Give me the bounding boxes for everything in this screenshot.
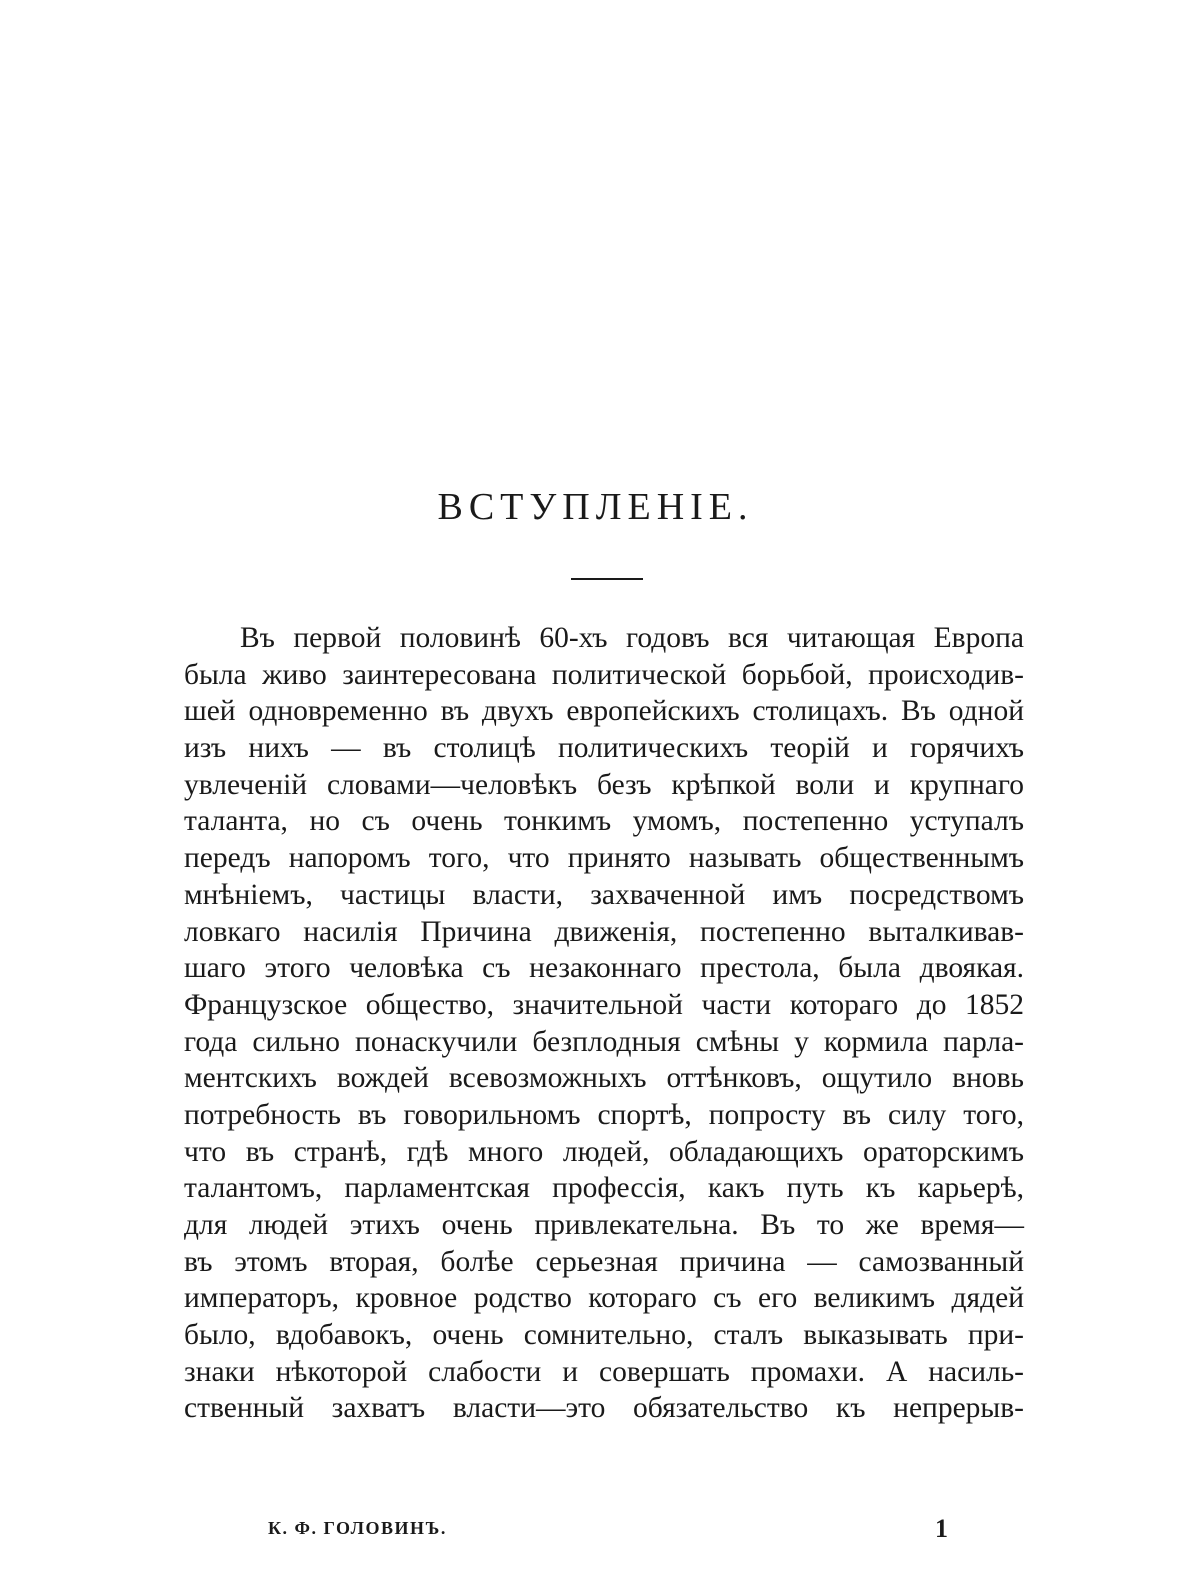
text-line: императоръ, кровное родство котораго съ его великимъ дядей — [184, 1282, 1024, 1315]
text-line: увлеченій словами—человѣкъ безъ крѣпкой воли и крупнаго — [184, 768, 1024, 801]
text-line: потребность въ говорильномъ спортѣ, попросту въ силу того, — [184, 1098, 1024, 1131]
text-line: что въ странѣ, гдѣ много людей, обладающихъ ораторскимъ — [184, 1135, 1024, 1168]
text-line: ловкаго насилія Причина движенія, постепенно выталкивав- — [184, 915, 1024, 948]
signature-mark: 1 — [935, 1514, 948, 1543]
text-line: въ этомъ вторая, болѣе серьезная причина — самозванный — [184, 1245, 1024, 1278]
text-line: года сильно понаскучили безплодныя смѣны у кормила парла- — [184, 1025, 1024, 1058]
text-line: была живо заинтересована политической борьбой, происходив- — [184, 658, 1024, 691]
text-line: знаки нѣкоторой слабости и совершать промахи. А насиль- — [184, 1355, 1024, 1388]
text-line: было, вдобавокъ, очень сомнительно, сталъ выказывать при- — [184, 1319, 1024, 1352]
text-line: таланта, но съ очень тонкимъ умомъ, постепенно уступалъ — [184, 805, 1024, 838]
text-line: ментскихъ вождей всевозможныхъ оттѣнковъ, ощутило вновь — [184, 1062, 1024, 1095]
text-line: Въ первой половинѣ 60-хъ годовъ вся читающая Европа — [240, 622, 1024, 654]
title-divider — [571, 578, 643, 580]
body-text — [184, 620, 1024, 1427]
page-footer — [268, 1514, 948, 1544]
chapter-title: ВСТУПЛЕНIЕ. — [437, 486, 754, 528]
text-line: изъ нихъ — въ столицѣ политическихъ теорій и горячихъ — [184, 732, 1024, 765]
text-line: мнѣніемъ, частицы власти, захваченной имъ посредствомъ — [184, 878, 1024, 911]
text-line: Французское общество, значительной части котораго до 1852 — [184, 988, 1024, 1021]
text-line: ственный захватъ власти—это обязательство къ непрерыв- — [184, 1392, 1024, 1425]
text-line: шаго этого человѣка съ незаконнаго престола, была двоякая. — [184, 952, 1024, 985]
text-line: для людей этихъ очень привлекательна. Въ то же время— — [184, 1209, 1024, 1241]
text-line: талантомъ, парламентская профессія, какъ путь къ карьерѣ, — [184, 1172, 1024, 1205]
text-line: передъ напоромъ того, что принято называть общественнымъ — [184, 842, 1024, 875]
footer-author: К. Ф. ГОЛОВИНЪ. — [268, 1518, 447, 1538]
text-line: шей одновременно въ двухъ европейскихъ столицахъ. Въ одной — [184, 695, 1024, 728]
